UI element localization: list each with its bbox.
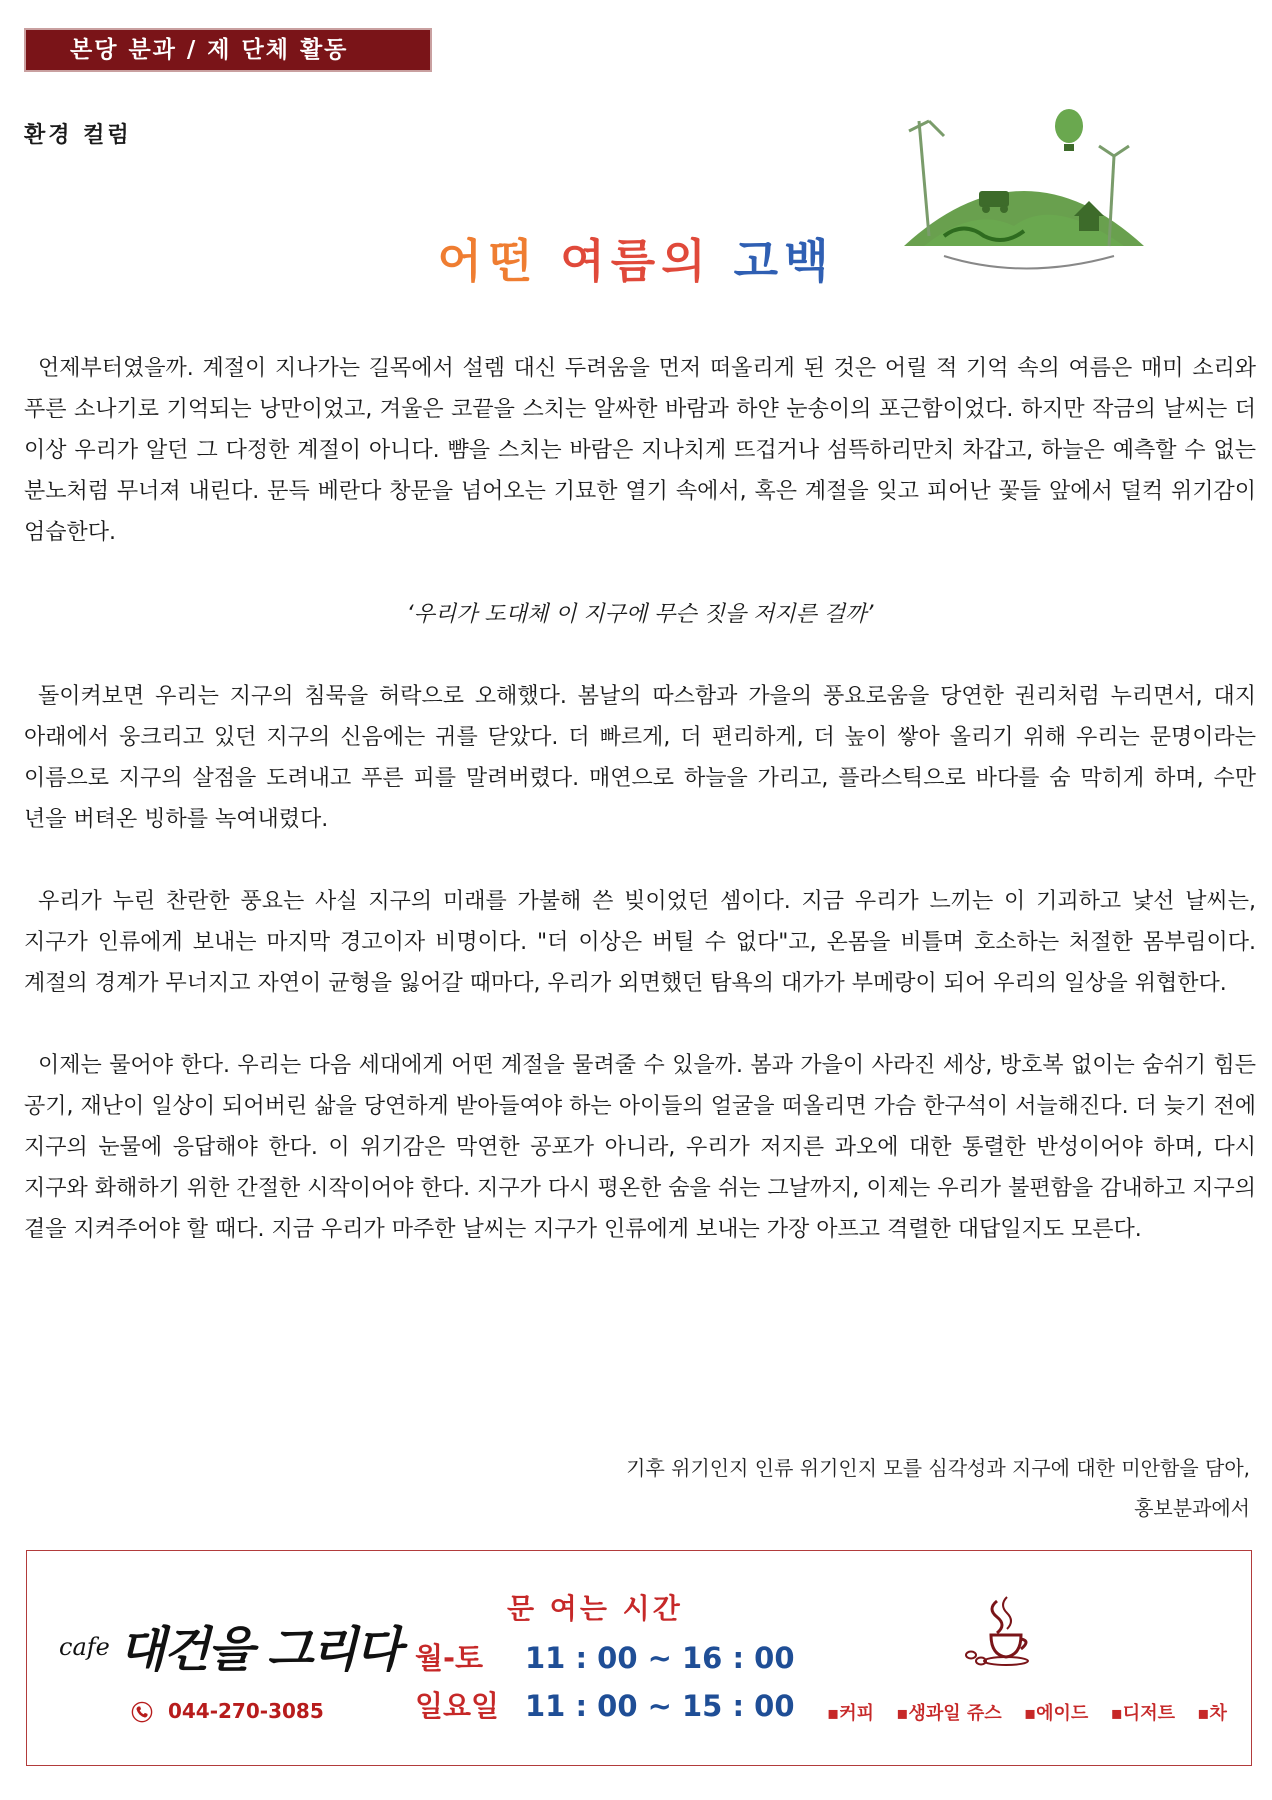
- hours-day: 월-토: [415, 1641, 484, 1675]
- quote: ‘우리가 도대체 이 지구에 무슨 짓을 저지른 걸까’: [406, 602, 874, 627]
- signature-line-1: 기후 위기인지 인류 위기인지 모를 심각성과 지구에 대한 미안함을 담아,: [626, 1456, 1250, 1480]
- hours-time: 11 : 00 ~ 15 : 00: [525, 1689, 795, 1723]
- menu-item: ▪커피: [827, 1703, 874, 1724]
- cafe-ad-box: [26, 1550, 1252, 1766]
- phone-icon: [131, 1701, 153, 1723]
- title-word-2: 여름의: [560, 234, 712, 288]
- cafe-phone: [131, 1699, 324, 1723]
- paragraph-1: 언제부터였을까. 계절이 지나가는 길목에서 설렘 대신 두려움을 먼저 떠올리게 된 것은 어릴 적 기억 속의 여름은 매미 소리와 푸른 소나기로 기억되는 낭만이었고, 겨울은 코끝을 스치는 알싸한 바람과 하얀 눈송이의 포근함이었다. 하지만 작금의 날씨는 더 이상 우리가 알던 그 다정한 계절이 아니다. 뺨을 스치는 바람은 지나치게 뜨겁거나 섬뜩하리만치 차갑고, 하늘은 예측할 수 없는 분노처럼 무너져 내린다. 문득 베란다 창문을 넘어오는 기묘한 열기 속에서, 혹은 계절을 잊고 피어난 꽃들 앞에서 덜컥 위기감이 엄습한다.: [24, 356, 1256, 545]
- hours-row: [415, 1684, 795, 1725]
- column-label: 환경 컬럼: [24, 123, 132, 148]
- menu-item: ▪생과일 쥬스: [896, 1703, 1002, 1724]
- menu-item: ▪차: [1197, 1703, 1227, 1724]
- cafe-name-logo: 대건을 그리다: [119, 1622, 400, 1678]
- paragraph-2: 돌이켜보면 우리는 지구의 침묵을 허락으로 오해했다. 봄날의 따스함과 가을의 풍요로움을 당연한 권리처럼 누리면서, 대지 아래에서 웅크리고 있던 지구의 신음에는 귀를 닫았다. 더 빠르게, 더 편리하게, 더 높이 쌓아 올리기 위해 우리는 문명이라는 이름으로 지구의 살점을 도려내고 푸른 피를 말려버렸다. 매연으로 하늘을 가리고, 플라스틱으로 바다를 숨 막히게 하며, 수만 년을 버텨온 빙하를 녹여내렸다.: [24, 684, 1256, 832]
- menu-item: ▪디저트: [1110, 1703, 1175, 1724]
- hours-title: 문 여는 시간: [507, 1592, 683, 1625]
- hours-time: 11 : 00 ~ 16 : 00: [525, 1641, 795, 1675]
- article-body: [24, 348, 1256, 1291]
- article-title: [0, 225, 1272, 291]
- cafe-phone-number: 044-270-3085: [167, 1699, 324, 1723]
- menu-items: [827, 1699, 1243, 1725]
- hours-day: 일요일: [415, 1689, 500, 1723]
- cafe-prefix: cafe: [59, 1633, 110, 1661]
- coffee-cup-icon: [957, 1591, 1047, 1671]
- paragraph-3: 우리가 누린 찬란한 풍요는 사실 지구의 미래를 가불해 쓴 빚이었던 셈이다. 지금 우리가 느끼는 이 기괴하고 낯선 날씨는, 지구가 인류에게 보내는 마지막 경고이자 비명이다. "더 이상은 버틸 수 없다"고, 온몸을 비틀며 호소하는 처절한 몸부림이다. 계절의 경계가 무너지고 자연이 균형을 잃어갈 때마다, 우리가 외면했던 탐욕의 대가가 부메랑이 되어 우리의 일상을 위협한다.: [24, 889, 1256, 996]
- signature: [626, 1448, 1250, 1528]
- hours-row: [415, 1636, 795, 1677]
- title-word-1: 어떤: [437, 234, 539, 288]
- paragraph-4: 이제는 물어야 한다. 우리는 다음 세대에게 어떤 계절을 물려줄 수 있을까. 봄과 가을이 사라진 세상, 방호복 없이는 숨쉬기 힘든 공기, 재난이 일상이 되어버린 삶을 당연하게 받아들여야 하는 아이들의 얼굴을 떠올리면 가슴 한구석이 서늘해진다. 더 늦기 전에 지구의 눈물에 응답해야 한다. 이 위기감은 막연한 공포가 아니라, 우리가 저지른 과오에 대한 통렬한 반성이어야 하며, 다시 지구와 화해하기 위한 간절한 시작이어야 한다. 지구가 다시 평온한 숨을 쉬는 그날까지, 이제는 우리가 불편함을 감내하고 지구의 곁을 지켜주어야 할 때다. 지금 우리가 마주한 날씨는 지구가 인류에게 보내는 가장 아프고 격렬한 대답일지도 모른다.: [24, 1053, 1256, 1242]
- signature-line-2: 홍보분과에서: [1134, 1496, 1250, 1520]
- section-tag: 본당 분과 / 제 단체 활동: [24, 28, 432, 72]
- title-word-3: 고백: [733, 234, 835, 288]
- menu-item: ▪에이드: [1023, 1703, 1089, 1724]
